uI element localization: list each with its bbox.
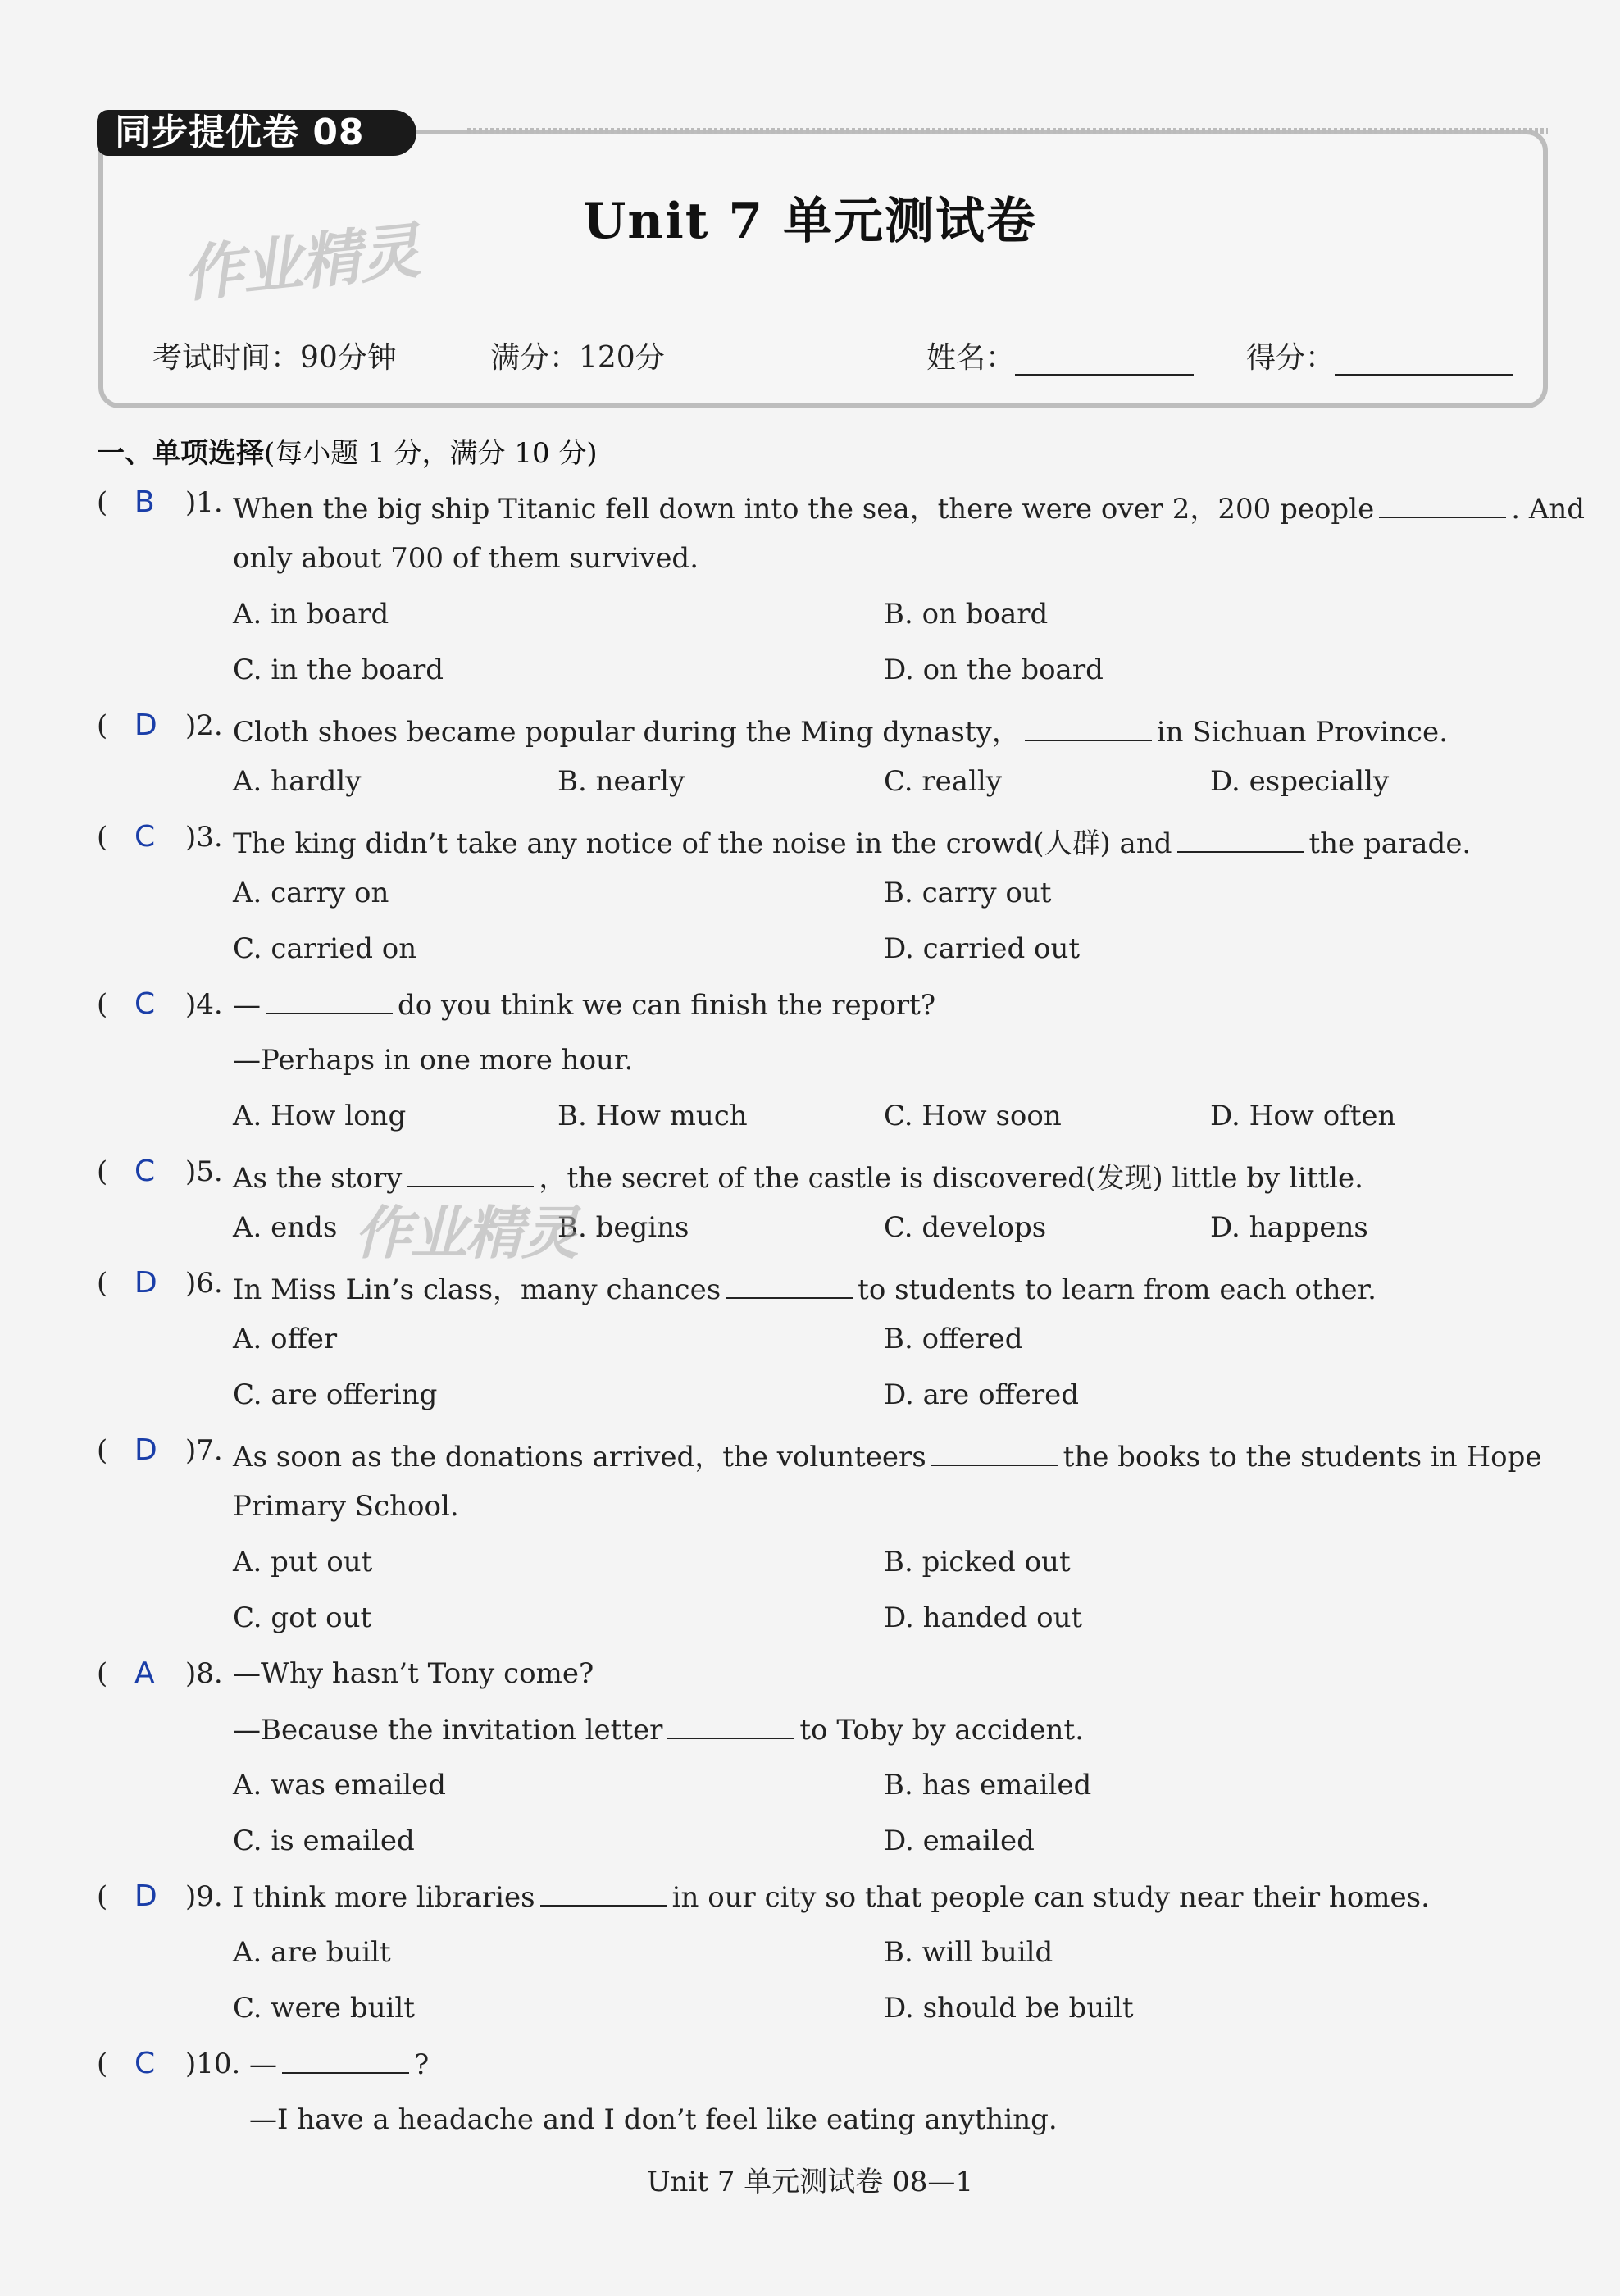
- option-d: D. carried out: [884, 932, 1081, 965]
- option-a: A. ends: [233, 1211, 338, 1244]
- option-d: D. handed out: [884, 1601, 1083, 1634]
- paren-open: (: [97, 2048, 108, 2080]
- paren-open: (: [97, 709, 108, 742]
- answer-blank: [667, 1713, 794, 1739]
- option-a: A. How long: [233, 1100, 407, 1132]
- option-c: C. were built: [233, 1992, 415, 2025]
- answer-mark: C: [134, 2047, 156, 2080]
- answer-mark: B: [134, 485, 155, 519]
- question-stem: [249, 2048, 429, 2081]
- stem-text: As the story: [233, 1162, 403, 1195]
- stem-text: . And: [1511, 493, 1586, 526]
- answer-mark: D: [134, 1879, 157, 1913]
- watermark: 作业精灵: [179, 216, 422, 311]
- answer-blank: [540, 1880, 667, 1906]
- answer-blank: [1379, 492, 1506, 518]
- option-c: C. How soon: [884, 1100, 1062, 1132]
- question-stem: [233, 486, 1585, 526]
- option-d: D. How often: [1210, 1100, 1396, 1132]
- option-b: B. begins: [557, 1211, 689, 1244]
- answer-blank: [282, 2048, 409, 2074]
- paren-open: (: [97, 988, 108, 1021]
- question-stem-line2: only about 700 of them survived.: [233, 542, 699, 575]
- question-stem-line2: Primary School.: [233, 1490, 459, 1523]
- question-number: )3.: [185, 821, 223, 854]
- stem-text: ?: [414, 2048, 430, 2081]
- section-title: [97, 430, 598, 471]
- full-score: 满分：120分: [490, 341, 665, 375]
- option-d: D. especially: [1210, 765, 1390, 798]
- question-number: )9.: [185, 1880, 223, 1913]
- answer-blank: [931, 1440, 1058, 1466]
- answer-mark: C: [134, 1155, 156, 1188]
- option-d: D. are offered: [884, 1378, 1079, 1411]
- question-stem: [233, 709, 1448, 749]
- answer-mark: A: [134, 1656, 155, 1690]
- question-stem: [233, 1267, 1377, 1307]
- question-stem: [233, 821, 1471, 861]
- name-blank: [1015, 341, 1194, 376]
- paren-open: (: [97, 486, 108, 519]
- option-b: B. nearly: [557, 765, 685, 798]
- option-c: C. really: [884, 765, 1003, 798]
- answer-blank: [1177, 827, 1304, 853]
- option-b: B. has emailed: [884, 1769, 1092, 1802]
- score-field: [1246, 335, 1513, 376]
- question-stem: [233, 1434, 1541, 1474]
- answer-mark: C: [134, 820, 156, 854]
- stem-text: in Sichuan Province.: [1156, 716, 1448, 749]
- answer-mark: C: [134, 987, 156, 1021]
- option-b: B. will build: [884, 1936, 1053, 1969]
- question-stem: —Why hasn’t Tony come?: [233, 1657, 594, 1690]
- paren-open: (: [97, 1155, 108, 1188]
- exam-time: 考试时间：90分钟: [152, 341, 397, 375]
- option-a: A. are built: [233, 1936, 391, 1969]
- stem-text: the books to the students in Hope: [1063, 1441, 1542, 1474]
- option-b: B. picked out: [884, 1546, 1071, 1578]
- paren-open: (: [97, 1267, 108, 1300]
- paren-open: (: [97, 821, 108, 854]
- option-d: D. emailed: [884, 1824, 1035, 1857]
- answer-blank: [407, 1161, 534, 1187]
- question-number: )5.: [185, 1155, 223, 1188]
- answer-mark: D: [134, 708, 157, 742]
- question-number: )4.: [185, 988, 223, 1021]
- option-b: B. carry out: [884, 877, 1052, 909]
- stem-text: The king didn’t take any notice of the noise in the crowd(人群) and: [233, 827, 1172, 860]
- stem-text: —Because the invitation letter: [233, 1714, 663, 1747]
- stem-text: Cloth shoes became popular during the Ming dynasty，: [233, 716, 1020, 749]
- question-number: )10.: [185, 2048, 241, 2080]
- option-a: A. hardly: [233, 765, 362, 798]
- paren-open: (: [97, 1657, 108, 1690]
- question-number: )2.: [185, 709, 223, 742]
- answer-blank: [266, 988, 393, 1014]
- question-number: )8.: [185, 1657, 223, 1690]
- score-blank: [1335, 341, 1513, 376]
- page-footer: Unit 7 单元测试卷 08—1: [646, 2166, 974, 2198]
- stem-text: to Toby by accident.: [799, 1714, 1084, 1747]
- paren-open: (: [97, 1880, 108, 1913]
- answer-blank: [726, 1273, 853, 1299]
- stem-text: I think more libraries: [233, 1881, 535, 1914]
- option-c: C. got out: [233, 1601, 372, 1634]
- option-b: B. How much: [557, 1100, 748, 1132]
- stem-text: —: [249, 2048, 277, 2081]
- stem-text: —: [233, 989, 261, 1022]
- option-a: A. in board: [233, 598, 389, 631]
- option-a: A. was emailed: [233, 1769, 447, 1802]
- option-b: B. offered: [884, 1323, 1023, 1355]
- stem-text: In Miss Lin’s class，many chances: [233, 1273, 721, 1306]
- stem-text: ，the secret of the castle is discovered(发现) little by little.: [539, 1162, 1363, 1195]
- stem-text: do you think we can finish the report?: [398, 989, 936, 1022]
- stem-text: As soon as the donations arrived，the volunteers: [233, 1441, 926, 1474]
- score-label: 得分：: [1246, 341, 1336, 375]
- question-number: )6.: [185, 1267, 223, 1300]
- section-heading: 一、单项选择: [97, 437, 264, 470]
- option-a: A. put out: [233, 1546, 373, 1578]
- section-note: (每小题 1 分，满分 10 分): [264, 437, 598, 470]
- answer-blank: [1025, 715, 1152, 741]
- option-d: D. should be built: [884, 1992, 1134, 2025]
- question-stem-line2: —Perhaps in one more hour.: [233, 1044, 634, 1077]
- question-stem: [233, 988, 935, 1022]
- question-number: )7.: [185, 1434, 223, 1467]
- option-d: D. happens: [1210, 1211, 1368, 1244]
- option-c: C. in the board: [233, 654, 444, 686]
- stem-text: in our city so that people can study near their homes.: [671, 1881, 1430, 1914]
- paren-open: (: [97, 1434, 108, 1467]
- answer-mark: D: [134, 1266, 157, 1300]
- answer-mark: D: [134, 1433, 157, 1467]
- stem-text: When the big ship Titanic fell down into the sea，there were over 2，200 people: [233, 493, 1375, 526]
- question-stem-line2: [233, 1713, 1084, 1747]
- option-c: C. develops: [884, 1211, 1047, 1244]
- question-stem: [233, 1880, 1430, 1914]
- page-title: Unit 7 单元测试卷: [583, 193, 1037, 250]
- test-tab-label: 同步提优卷 08: [97, 110, 416, 156]
- option-b: B. on board: [884, 598, 1049, 631]
- name-label: 姓名：: [926, 341, 1016, 375]
- option-d: D. on the board: [884, 654, 1104, 686]
- stem-text: to students to learn from each other.: [858, 1273, 1377, 1306]
- question-stem-line2: —I have a headache and I don’t feel like eating anything.: [249, 2103, 1058, 2136]
- option-c: C. is emailed: [233, 1824, 415, 1857]
- option-a: A. carry on: [233, 877, 389, 909]
- watermark: 作业精灵: [354, 1200, 577, 1267]
- name-field: [926, 335, 1194, 376]
- question-number: )1.: [185, 486, 223, 519]
- option-a: A. offer: [233, 1323, 338, 1355]
- option-c: C. are offering: [233, 1378, 438, 1411]
- header-rule: [467, 128, 1548, 134]
- stem-text: the parade.: [1308, 827, 1472, 860]
- option-c: C. carried on: [233, 932, 417, 965]
